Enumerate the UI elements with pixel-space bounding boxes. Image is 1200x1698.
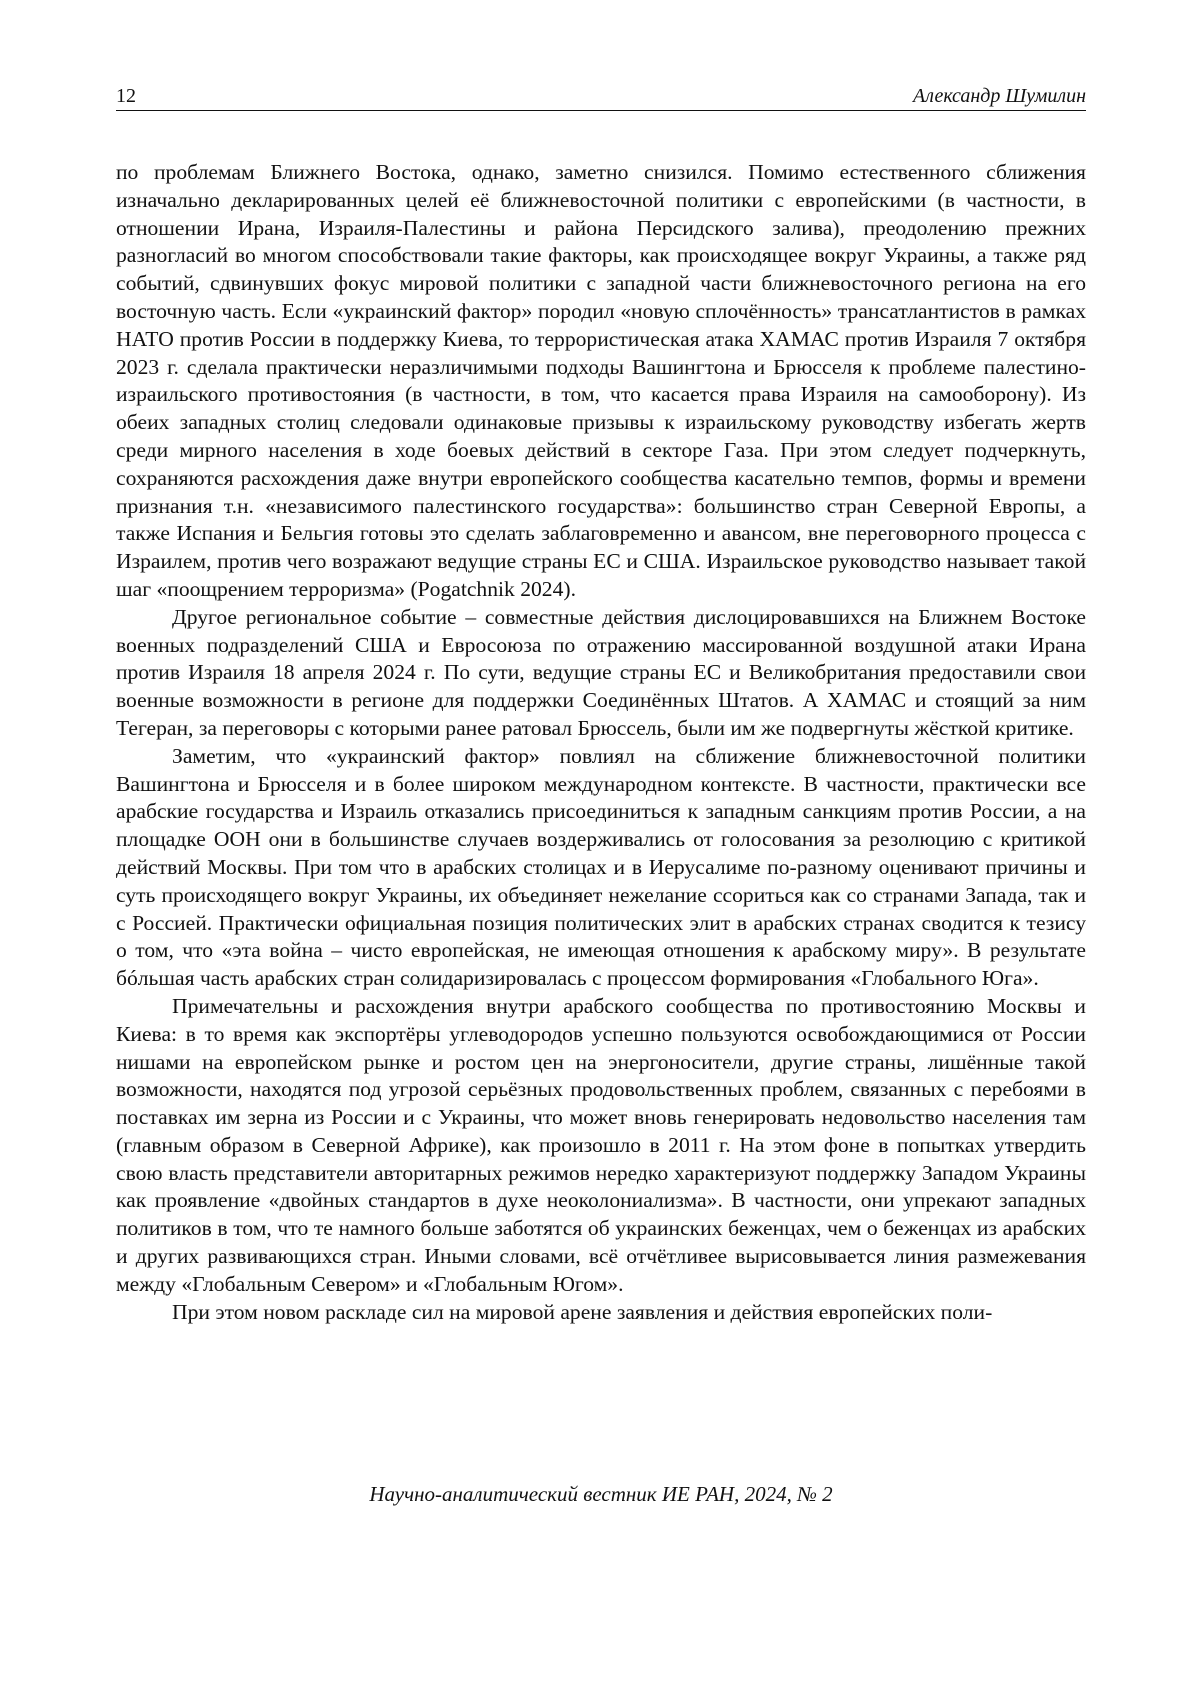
paragraph-3: Заметим, что «украинский фактор» повлиял на сближение ближневосточной политики Вашингтона и Брюсселя и в более широком международном контексте. В частности, практически все арабские государства и Израиль отказались присоединиться к западным санкциям против России, а на площадке ООН они в большинстве случаев воздерживались от голосования за резолюцию с критикой действий Москвы. При том что в арабских столицах и в Иерусалиме по-разному оценивают причины и суть происходящего вокруг Украины, их объединяет нежелание ссориться как со странами Запада, так и с Россией. Практически официальная позиция политических элит в арабских странах сводится к тезису о том, что «эта война – чисто европейская, не имеющая отношения к арабскому миру». В результате бóльшая часть арабских стран солидаризировалась с процессом формирования «Глобального Юга». — [116, 743, 1086, 991]
paragraph-2: Другое региональное событие – совместные действия дислоцировавшихся на Ближнем Востоке военных подразделений США и Евросоюза по отражению массированной воздушной атаки Ирана против Израиля 18 апреля 2024 г. По сути, ведущие страны ЕС и Великобритания предоставили свои военные возможности в регионе для поддержки Соединённых Штатов. А ХАМАС и стоящий за ним Тегеран, за переговоры с которыми ранее ратовал Брюссель, были им же подвергнуты жёсткой критике. — [116, 604, 1086, 740]
running-head-author: Александр Шумилин — [913, 85, 1086, 107]
page-header — [116, 86, 1086, 111]
paragraph-4: Примечательны и расхождения внутри арабского сообщества по противостоянию Москвы и Киева: в то время как экспортёры углеводородов успешно пользуются освобождающимися от России нишами на европейском рынке и ростом цен на энергоносители, другие страны, лишённые такой возможности, находятся под угрозой серьёзных продовольственных проблем, связанных с перебоями в поставках им зерна из России и с Украины, что может вновь генерировать недовольство населения там (главным образом в Северной Африке), как произошло в 2011 г. На этом фоне в попытках утвердить свою власть представители авторитарных режимов нередко характеризуют поддержку Западом Украины как проявление «двойных стандартов в духе неоколониализма». В частности, они упрекают западных политиков в том, что те намного больше заботятся об украинских беженцах, чем о беженцах из арабских и других развивающихся стран. Иными словами, всё отчётливее вырисовывается линия размежевания между «Глобальным Севером» и «Глобальным Югом». — [116, 993, 1086, 1296]
body-text — [116, 159, 1086, 1326]
page-footer-journal: Научно-аналитический вестник ИЕ РАН, 2024, № 2 — [369, 1482, 833, 1506]
page-number: 12 — [116, 85, 136, 107]
paragraph-5: При этом новом раскладе сил на мировой арене заявления и действия европейских поли- — [172, 1299, 993, 1324]
paragraph-1: по проблемам Ближнего Востока, однако, заметно снизился. Помимо естественного сближения изначально декларированных целей её ближневосточной политики с европейскими (в частности, в отношении Ирана, Израиля-Палестины и района Персидского залива), преодолению прежних разногласий во многом способствовали такие факторы, как происходящее вокруг Украины, а также ряд событий, сдвинувших фокус мировой политики с западной части ближневосточного региона на его восточную часть. Если «украинский фактор» породил «новую сплочённость» трансатлантистов в рамках НАТО против России в поддержку Киева, то террористическая атака ХАМАС против Израиля 7 октября 2023 г. сделала практически неразличимыми подходы Вашингтона и Брюсселя к проблеме палестино-израильского противостояния (в частности, в том, что касается права Израиля на самооборону). Из обеих западных столиц следовали одинаковые призывы к израильскому руководству избегать жертв среди мирного населения в ходе боевых действий в секторе Газа. При этом следует подчеркнуть, сохраняются расхождения даже внутри европейского сообщества касательно темпов, формы и времени признания т.н. «независимого палестинского государства»: большинство стран Северной Европы, а также Испания и Бельгия готовы это сделать заблаговременно и авансом, вне переговорного процесса с Израилем, против чего возражают ведущие страны ЕС и США. Израильское руководство называет такой шаг «поощрением терроризма» (Pogatchnik 2024). — [116, 160, 1086, 601]
